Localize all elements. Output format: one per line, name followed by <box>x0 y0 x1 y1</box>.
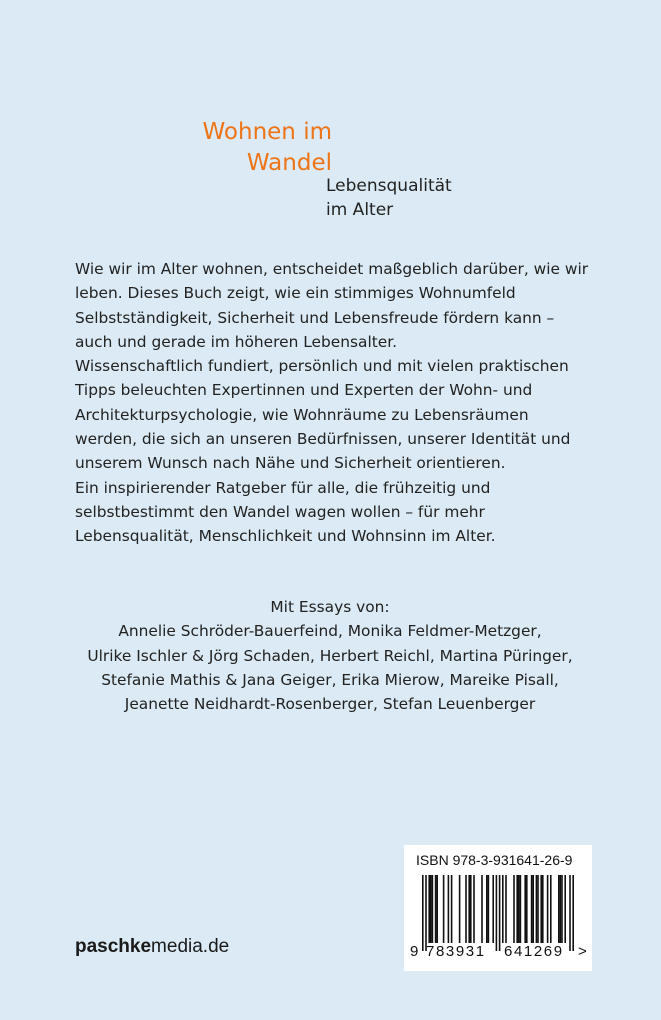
barcode-digits-right: 641269 <box>504 943 564 960</box>
barcode-bar <box>502 875 504 943</box>
contributors-line-4: Jeanette Neidhardt-Rosenberger, Stefan Leuenberger <box>124 695 536 714</box>
barcode-digits <box>404 943 592 965</box>
publisher-name-bold: paschke <box>75 936 152 957</box>
barcode-bar <box>532 875 534 943</box>
barcode-bar <box>542 875 544 943</box>
barcode-bar <box>526 875 528 943</box>
barcode-bar <box>536 875 538 943</box>
barcode-bar <box>443 875 445 943</box>
barcode-bar <box>448 875 450 943</box>
barcode-bar <box>550 875 552 943</box>
barcode-bar <box>428 875 430 943</box>
barcode-digit-first: 9 <box>410 943 419 960</box>
barcode-bar <box>524 875 526 943</box>
subtitle-line1: Lebensqualität <box>326 176 452 196</box>
book-title-line2: Wandel <box>246 150 332 176</box>
barcode-bar <box>473 875 475 943</box>
barcode-quiet-mark: > <box>578 943 587 960</box>
isbn-label: ISBN 978-3-931641-26-9 <box>416 852 573 868</box>
barcode-bar <box>435 875 437 943</box>
barcode-bar <box>561 875 563 943</box>
barcode-bar <box>422 875 424 951</box>
barcode-bar <box>459 875 461 943</box>
barcode-bar <box>540 875 542 943</box>
barcode-bar <box>569 875 571 951</box>
barcode-bar <box>496 875 498 951</box>
barcode-bar <box>470 875 472 943</box>
blurb-paragraph-2: Wissenschaftlich fundiert, persönlich und mit vielen praktischen Tipps beleuchten Expertinnen und Experten der Wohn- und Architekturpsychologie, wie Wohnräume zu Lebensräumen werden, die sich an unseren Bedürfnissen, unserer Identität und unserem Wunsch nach Nähe und Sicherheit orientieren. <box>75 357 571 473</box>
publisher-name-regular: media.de <box>151 936 230 957</box>
essays-heading: Mit Essays von: <box>270 598 390 616</box>
blurb <box>75 257 595 549</box>
barcode-bar <box>499 875 501 951</box>
book-title-line1: Wohnen im <box>202 119 332 145</box>
barcode-bar <box>488 875 490 943</box>
barcode-bar <box>537 875 539 943</box>
barcode-bar <box>518 875 520 943</box>
barcode-bar <box>436 875 438 943</box>
barcode-bar <box>468 875 470 943</box>
contributors-line-1: Annelie Schröder-Bauerfeind, Monika Feldmer-Metzger, <box>118 622 542 641</box>
barcode-bar <box>520 875 522 943</box>
barcode-bar <box>560 875 562 943</box>
barcode-bar <box>572 875 574 951</box>
barcode-bar <box>564 875 566 943</box>
barcode-bar <box>425 875 427 951</box>
contributors-line-2: Ulrike Ischler & Jörg Schaden, Herbert Reichl, Martina Püringer, <box>87 646 573 665</box>
barcode-bar <box>516 875 518 943</box>
barcode-bar <box>465 875 467 943</box>
isbn-barcode-box <box>404 845 592 971</box>
barcode-bar <box>558 875 560 943</box>
contributors-line-3: Stefanie Mathis & Jana Geiger, Erika Mierow, Mareike Pisall, <box>101 670 559 689</box>
publisher-logo <box>75 936 229 958</box>
barcode-bar <box>430 875 432 943</box>
barcode-bar <box>451 875 453 943</box>
barcode-bar <box>513 875 515 943</box>
book-subtitle <box>326 174 452 222</box>
barcode-bar <box>486 875 488 943</box>
barcode-bar <box>432 875 434 943</box>
barcode-bar <box>481 875 483 943</box>
barcode-bar <box>505 875 507 943</box>
blurb-paragraph-3: Ein inspirierender Ratgeber für alle, die frühzeitig und selbstbestimmt den Wandel wagen wollen – für mehr Lebensqualität, Menschlichkeit und Wohnsinn im Alter. <box>75 478 496 546</box>
barcode-bar <box>547 875 549 943</box>
essay-contributors <box>60 595 600 716</box>
barcode-bar <box>531 875 533 943</box>
blurb-paragraph-1: Wie wir im Alter wohnen, entscheidet maßgeblich darüber, wie wir leben. Dieses Buch zeigt, wie ein stimmiges Wohnumfeld Selbstständigkeit, Sicherheit und Lebensfreude fördern kann – auch und gerade im höheren Lebensalter. <box>75 260 589 351</box>
subtitle-line2: im Alter <box>326 200 394 220</box>
barcode-bar <box>492 875 494 943</box>
barcode-digits-left: 783931 <box>426 943 486 960</box>
